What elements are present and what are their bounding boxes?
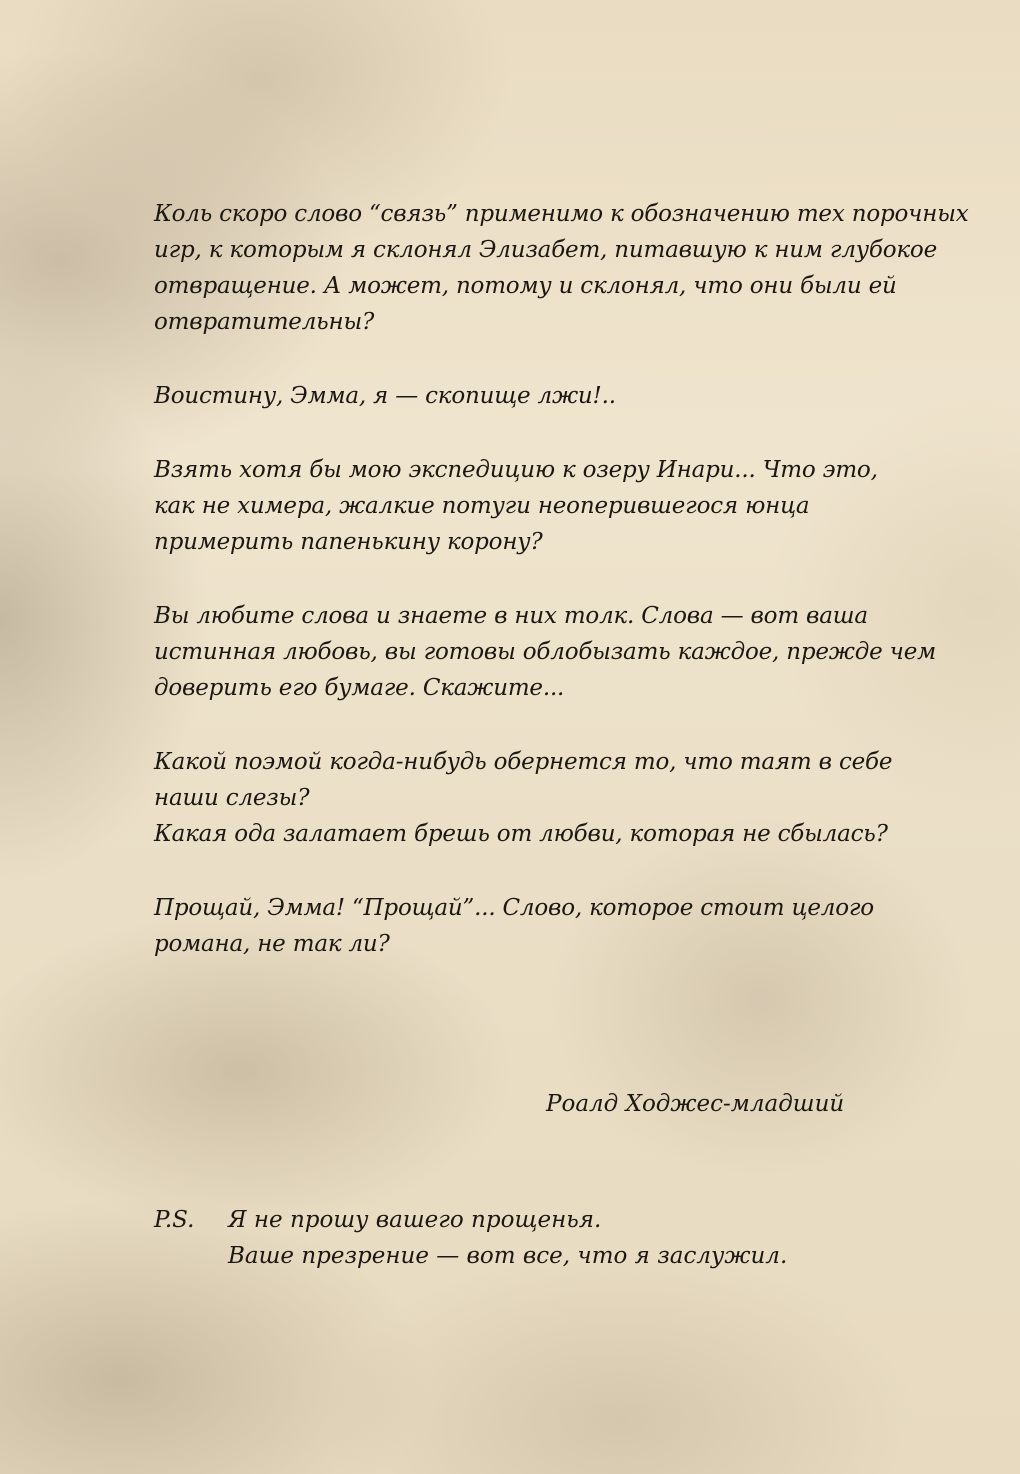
paragraph-3 [154,452,878,560]
text-line: отвратительны? [154,309,375,335]
postscript-label: P.S. [154,1207,195,1233]
text-line: Прощай, Эмма! “Прощай”... Слово, которое стоит целого [154,895,874,921]
text-line: романа, не так ли? [154,931,390,957]
paragraph-4 [154,598,937,706]
signature: Роалд Ходжес-младший [546,1091,845,1117]
text-line: Вы любите слова и знаете в них толк. Слова — вот ваша [154,603,868,629]
text-line: Ваше презрение — вот все, что я заслужил. [228,1243,788,1269]
text-line: наши слезы? [154,785,310,811]
text-line: Коль скоро слово “связь” применимо к обозначению тех порочных [154,201,969,227]
text-line: Я не прошу вашего прощенья. [228,1207,602,1233]
text-line: Взять хотя бы мою экспедицию к озеру Инари... Что это, [154,457,878,483]
text-line: Какая ода залатает брешь от любви, которая не сбылась? [154,821,888,847]
text-line: отвращение. А может, потому и склонял, что они были ей [154,273,897,299]
text-line: игр, к которым я склонял Элизабет, питавшую к ним глубокое [154,237,937,263]
text-line: Воистину, Эмма, я — скопище лжи!.. [154,383,616,409]
text-line: примерить папенькину корону? [154,529,543,555]
postscript-body [228,1202,787,1274]
paragraph-5 [154,744,893,852]
text-line: Какой поэмой когда-нибудь обернется то, что таят в себе [154,749,893,775]
text-line: доверить его бумаге. Скажите... [154,675,565,701]
paragraph-1 [154,196,969,340]
text-line: как не химера, жалкие потуги неоперившегося юнца [154,493,810,519]
paragraph-2 [154,378,874,414]
text-line: истинная любовь, вы готовы облобызать каждое, прежде чем [154,639,937,665]
paragraph-6 [154,890,874,962]
letter-body [154,196,969,1000]
